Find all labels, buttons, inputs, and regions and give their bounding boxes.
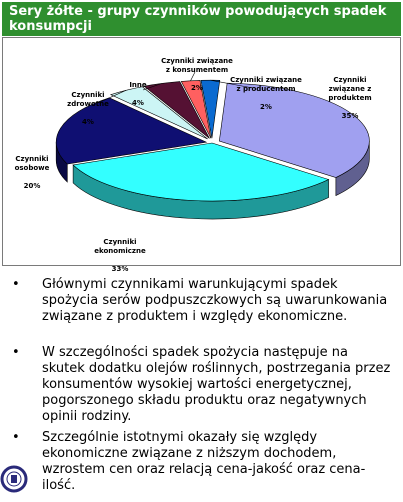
slice-label-konsumentem-name: Czynniki związane z konsumentem	[161, 57, 233, 74]
slice-label-zdrowotne	[60, 82, 116, 127]
slice-label-konsumentem	[160, 48, 234, 93]
slice-label-osobowe	[7, 146, 57, 191]
slice-label-ekonomiczne	[85, 229, 155, 274]
slice-label-inne-value: 4%	[132, 99, 144, 107]
bullet-text: Głównymi czynnikami warunkującymi spadek spożycia serów podpuszczkowych są uwarunkowania związane z produktem i względy ekonomiczne.	[42, 277, 388, 324]
slice-label-ekonomiczne-value: 33%	[111, 265, 129, 273]
slice-label-producentem-value: 2%	[260, 103, 272, 111]
slice-label-zdrowotne-name: Czynniki zdrowotne	[67, 91, 109, 108]
bullet-marker: •	[12, 345, 20, 360]
bullet-marker: •	[12, 430, 20, 445]
bullet-text: Szczególnie istotnymi okazały się względy ekonomiczne związane z niższym dochodem, wzrostem cen oraz relacją cena-jakość oraz cena-ilość.	[42, 430, 366, 493]
university-seal-icon	[0, 462, 28, 496]
slice-label-konsumentem-value: 2%	[191, 84, 203, 92]
slice-label-osobowe-name: Czynniki osobowe	[14, 155, 50, 172]
pie-chart	[2, 37, 401, 273]
slice-label-produktem-value: 35%	[341, 112, 359, 120]
bullet-marker: •	[12, 277, 20, 292]
slice-label-osobowe-value: 20%	[23, 182, 41, 190]
slice-label-produktem-name: Czynniki związane z produktem	[328, 76, 372, 102]
slice-label-zdrowotne-value: 4%	[82, 118, 94, 126]
title-bar	[2, 2, 401, 36]
slice-label-producentem-name: Czynniki związane z producentem	[230, 76, 302, 93]
slice-label-produktem	[315, 67, 385, 121]
slice-label-ekonomiczne-name: Czynniki ekonomiczne	[94, 238, 146, 255]
page-title: Sery żółte - grupy czynników powodujących spadek konsumpcji	[9, 4, 387, 34]
slice-label-producentem	[229, 67, 303, 112]
bullet-text: W szczególności spadek spożycia następuje na skutek dodatku olejów roślinnych, postrzegania przez konsumentów wysokiej wartości energetycznej, pogorszonego składu produktu oraz negatywnych opinii rodziny.	[42, 345, 391, 424]
slice-label-inne-name: Inne	[129, 81, 147, 89]
slice-label-inne	[123, 72, 153, 108]
